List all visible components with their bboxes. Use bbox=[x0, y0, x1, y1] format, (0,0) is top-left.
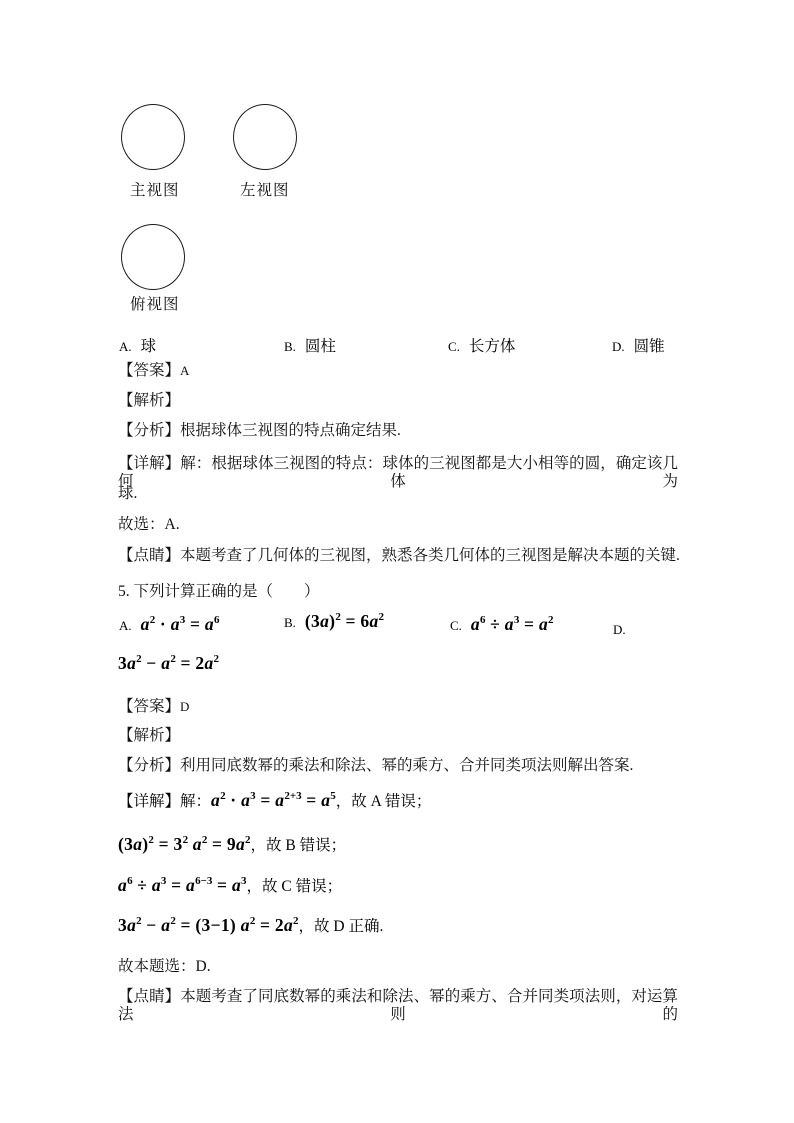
q5-option-c-formula: $a^6 \div a^3 = a^2$ bbox=[470, 614, 554, 634]
q5-option-c bbox=[450, 614, 554, 634]
q4-answer-line bbox=[118, 362, 189, 380]
q4-option-c bbox=[448, 334, 515, 356]
q5-option-d-formula-row bbox=[118, 653, 219, 673]
q5-detail-row-b bbox=[118, 833, 346, 855]
q4-option-a bbox=[119, 334, 156, 356]
q4-note: 【点睛】本题考查了几何体的三视图，熟悉各类几何体的三视图是解决本题的关键. bbox=[118, 547, 680, 564]
q4-analysis-header: 【解析】 bbox=[118, 392, 181, 409]
q5-answer-prefix: 【答案】 bbox=[118, 698, 181, 715]
q5-detail-b-formula: $(3a)^2 = 3^2$ $a^2 = 9a^2$ bbox=[118, 834, 251, 854]
q5-detail-row-c bbox=[118, 874, 342, 896]
top-view-circle bbox=[121, 224, 185, 290]
q4-option-d bbox=[612, 334, 665, 356]
q5-detail-a-formula: $a^2 \cdot a^3 = a^{2+3} = a^5$ bbox=[211, 790, 336, 810]
q4-option-b-text: 圆柱 bbox=[304, 338, 336, 355]
q4-option-a-letter: A. bbox=[119, 339, 132, 354]
q4-analysis-line: 【分析】根据球体三视图的特点确定结果. bbox=[118, 422, 401, 439]
q5-detail-prefix: 【详解】解： bbox=[118, 793, 212, 810]
q5-conclusion: 故本题选：D. bbox=[118, 958, 211, 975]
q5-option-b bbox=[284, 611, 384, 631]
q4-answer-letter: A bbox=[180, 363, 190, 378]
q4-detail-line2: 球. bbox=[118, 485, 138, 502]
front-view-circle bbox=[121, 104, 185, 170]
front-view-label: 主视图 bbox=[130, 182, 180, 199]
q5-detail-b-post: ，故 B 错误； bbox=[250, 837, 347, 854]
q5-analysis-line: 【分析】利用同底数幂的乘法和除法、幂的乘方、合并同类项法则解出答案. bbox=[118, 757, 634, 774]
q5-title: 5. 下列计算正确的是（ ） bbox=[118, 583, 320, 600]
q5-detail-c-formula: $a^6 \div a^3 = a^{6-3} = a^3$ bbox=[118, 875, 247, 895]
q5-option-d bbox=[613, 622, 626, 638]
q4-option-c-letter: C. bbox=[448, 339, 460, 354]
q5-note: 【点睛】本题考查了同底数幂的乘法和除法、幂的乘方、合并同类项法则，对运算法则的 bbox=[118, 988, 678, 1023]
q4-option-d-text: 圆锥 bbox=[633, 338, 665, 355]
q5-option-a-formula: $a^2 \cdot a^3 = a^6$ bbox=[140, 614, 220, 634]
q5-detail-a-post: ，故 A 错误； bbox=[335, 793, 432, 810]
q5-option-b-formula: $(3a)^2 = 6a^2$ bbox=[304, 611, 385, 631]
q4-option-d-letter: D. bbox=[612, 339, 625, 354]
q4-option-c-text: 长方体 bbox=[468, 338, 516, 355]
q5-detail-d-post: ，故 D 正确. bbox=[298, 918, 384, 935]
q5-option-a bbox=[119, 614, 219, 634]
q5-option-d-formula: $3a^2 - a^2 = 2a^2$ bbox=[118, 653, 220, 673]
q5-detail-row-d bbox=[118, 914, 383, 936]
top-view-label: 俯视图 bbox=[130, 296, 180, 313]
q5-answer-line bbox=[118, 698, 189, 716]
q4-detail-line1: 【详解】解：根据球体三视图的特点：球体的三视图都是大小相等的圆，确定该几何体为 bbox=[118, 455, 678, 490]
side-view-circle bbox=[233, 104, 297, 170]
q4-answer-prefix: 【答案】 bbox=[118, 362, 181, 379]
q5-option-b-letter: B. bbox=[284, 615, 296, 630]
q5-detail-c-post: ，故 C 错误； bbox=[246, 878, 343, 895]
q4-conclusion: 故选：A. bbox=[118, 516, 180, 533]
q5-detail-row-a bbox=[118, 789, 431, 811]
q4-option-a-text: 球 bbox=[140, 338, 157, 355]
side-view-label: 左视图 bbox=[240, 182, 290, 199]
q4-option-b bbox=[284, 334, 336, 356]
q5-option-a-letter: A. bbox=[119, 618, 132, 633]
q5-detail-d-formula: $3a^2 - a^2 = (3-1) a^2 = 2a^2$ bbox=[118, 915, 299, 935]
q5-answer-letter: D bbox=[180, 699, 190, 714]
q5-option-c-letter: C. bbox=[450, 618, 462, 633]
q5-option-d-letter: D. bbox=[613, 622, 626, 637]
q5-analysis-header: 【解析】 bbox=[118, 727, 181, 744]
q4-option-b-letter: B. bbox=[284, 339, 296, 354]
